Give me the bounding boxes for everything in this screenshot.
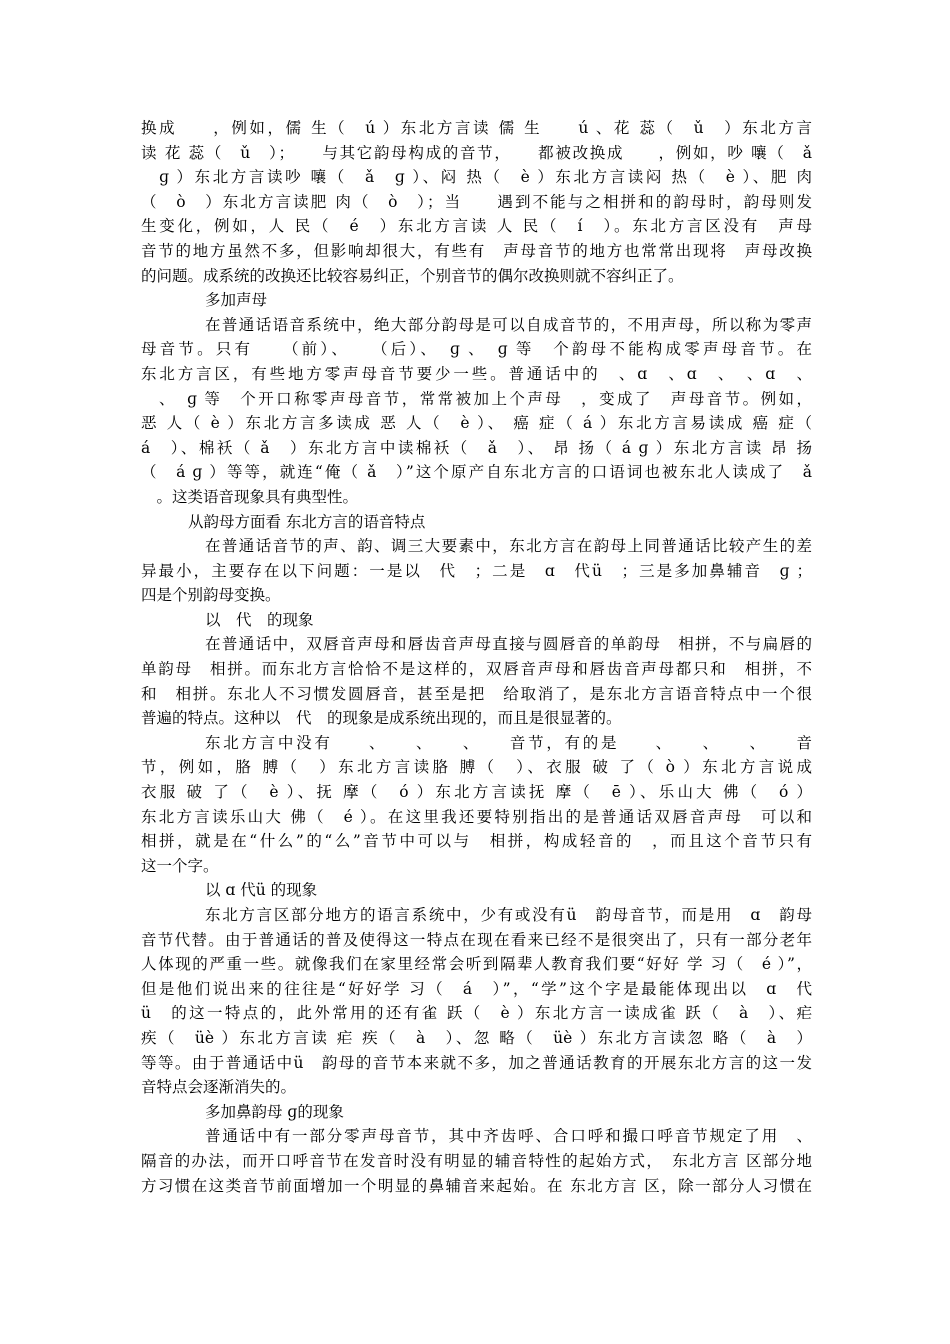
text-line: 在普通话中，双唇音声母和唇齿音声母直接与圆唇音的单韵母 相拼，不与扁唇的 (205, 635, 812, 654)
text-line: 等等。由于普通话中ü 韵母的音节本来就不多，加之普通话教育的开展东北方言的这一发 (141, 1053, 812, 1072)
text-line: 但是他们说出来的往往是“好好学 习（ á ）”，“学”这个字是最能体现出以 ɑ 代 (141, 979, 812, 998)
text-line: （ á ɡ ）等等，就连“俺（ ǎ ）”这个原产自东北方言的口语词也被东北人读成了 ǎ (141, 463, 812, 482)
text-line: 相拼，就是在“什么”的“么”音节中可以与 相拼，构成轻音的 ，而且这个音节只有 (141, 832, 812, 851)
text-line: ü 的这一特点的，此外常用的还有雀 跃（ è ）东北方言一读成雀 跃（ à ）、疟 (141, 1004, 812, 1023)
text-line: 、 ɡ 等 个开口称零声母音节，常常被加上个声母 ，变成了 声母音节。例如， (141, 389, 812, 408)
text-line: 东北方言读乐山大 佛（ é ）。在这里我还要特别指出的是普通话双唇音声母 可以和 (141, 807, 812, 826)
section-heading: 以 代 的现象 (205, 610, 314, 629)
text-line: 东北方言区，有些地方零声母音节要少一些。普通话中的 、ɑ 、ɑ 、 、ɑ 、 (141, 364, 812, 383)
text-line: 生变化，例如，人 民（ é ）东北方言读 人 民（ í ）。东北方言区没有 声母 (141, 217, 812, 236)
section-heading: 多加鼻韵母 ɡ的现象 (205, 1102, 344, 1121)
text-line: 母音节。只有 （前）、 （后）、 ɡ 、 ɡ 等 个韵母不能构成零声母音节。在 (141, 340, 812, 359)
text-line: 方习惯在这类音节前面增加一个明显的鼻辅音来起始。在 东北方言 区，除一部分人习惯在 (141, 1176, 812, 1195)
text-line: 换成 ，例如，儒 生（ ú ）东北方言读 儒 生 ú 、花 蕊（ ǔ ）东北方言 (141, 119, 812, 137)
text-line: 普通话中有一部分零声母音节，其中齐齿呼、合口呼和撮口呼音节规定了用 、 (205, 1127, 812, 1146)
text-line: 音节代替。由于普通话的普及使得这一特点在现在看来已经不是很突出了，只有一部分老年 (141, 930, 812, 949)
text-line: 衣服 破 了（ è ）、抚 摩（ ó ）东北方言读抚 摩（ ē ）、乐山大 佛（ ó ） (141, 783, 812, 802)
text-line: 的问题。成系统的改换还比较容易纠正，个别音节的偶尔改换则就不容纠正了。 (141, 266, 684, 285)
text-line: 音节的地方虽然不多，但影响却很大，有些有 声母音节的地方也常常出现将 声母改换 (141, 241, 812, 260)
text-line: 在普通话语音系统中，绝大部分韵母是可以自成音节的，不用声母，所以称为零声 (205, 315, 812, 334)
text-line: 疾（ üè ）东北方言读 疟 疾（ à ）、忽 略（ üè ）东北方言读忽 略（ à ） (141, 1028, 812, 1047)
text-line: ɡ ）东北方言读吵 嚷（ ǎ ɡ ）、闷 热（ è ）东北方言读闷 热（ è ）、肥 肉 (141, 168, 812, 187)
text-line: 节，例如，胳 膊（ ）东北方言读胳 膊（ ）、衣服 破 了（ ò ）东北方言说成 (141, 758, 812, 777)
text-line: 异最小，主要存在以下问题：一是以 代 ；二是 ɑ 代ü ；三是多加鼻辅音 ɡ ； (141, 561, 812, 580)
text-line: 东北方言中没有 、 、 、 音节，有的是 、 、 、 音 (205, 733, 812, 752)
text-line: 四是个别韵母变换。 (141, 586, 281, 605)
text-line: 音特点会逐渐消失的。 (141, 1078, 297, 1097)
text-line: 东北方言区部分地方的语言系统中，少有或没有ü 韵母音节，而是用 ɑ 韵母 (205, 906, 812, 924)
text-line: （ ò ）东北方言读肥 肉（ ò ）；当 遇到不能与之相拼和的韵母时，韵母则发 (141, 192, 812, 211)
text-line: 人体现的严重一些。就像我们在家里经常会听到隔辈人教育我们要“好好 学 习（ é ）”， (141, 955, 812, 974)
text-line: 恶 人（ è ）东北方言多读成 恶 人（ è ）、 癌 症（ á ）东北方言易读成 癌 症（ (141, 414, 812, 433)
text-line: 隔音的办法，而开口呼音节在发音时没有明显的辅音特性的起始方式， 东北方言 区部分地 (141, 1151, 812, 1170)
text-line: 。这类语音现象具有典型性。 (141, 487, 359, 506)
text-line: á ）、棉袄（ ǎ ）东北方言中读棉袄（ ǎ ）、 昂 扬（ á ɡ ）东北方言读 昂 扬 (141, 438, 812, 457)
text-line: 这一个字。 (141, 856, 219, 875)
section-heading: 从韵母方面看 东北方言的语音特点 (188, 512, 426, 531)
text-line: 和 相拼。东北人不习惯发圆唇音，甚至是把 给取消了，是东北方言语音特点中一个很 (141, 684, 812, 703)
text-line: 普遍的特点。这种以 代 的现象是成系统出现的，而且是很显著的。 (141, 709, 622, 728)
text-line: 读 花 蕊（ ǔ ）； 与其它韵母构成的音节， 都被改换成 ，例如，吵 嚷（ ǎ (141, 143, 812, 162)
text-line: 在普通话音节的声、韵、调三大要素中，东北方言在韵母上同普通话比较产生的差 (205, 537, 812, 556)
section-heading: 多加声母 (205, 291, 268, 310)
section-heading: 以 ɑ 代ü 的现象 (205, 881, 318, 900)
text-line: 单韵母 相拼。而东北方言恰恰不是这样的，双唇音声母和唇齿音声母都只和 相拼，不 (141, 660, 812, 679)
